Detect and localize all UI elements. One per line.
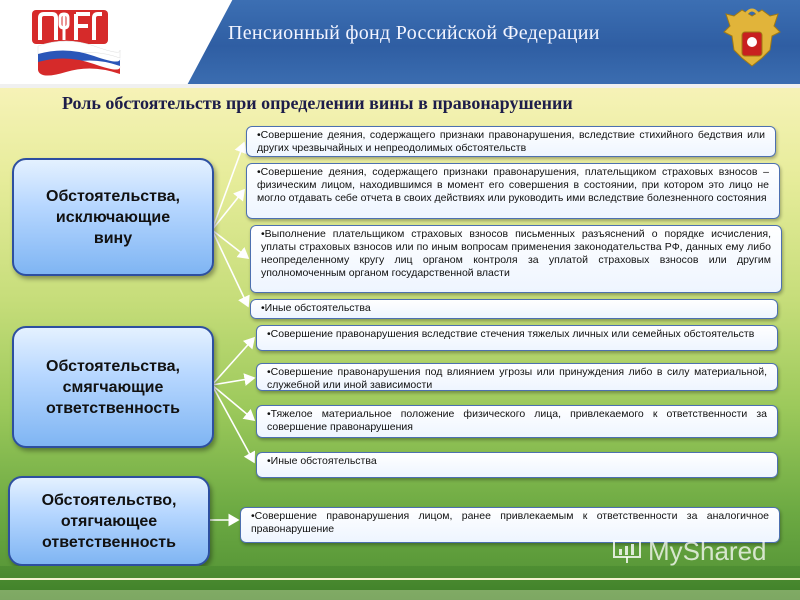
arrow-excl-4 <box>212 230 248 306</box>
list-item: •Иные обстоятельства <box>256 452 778 478</box>
arrow-excl-2 <box>212 190 244 230</box>
footer-line-light <box>0 590 800 600</box>
category-aggravating: Обстоятельство, отягчающее ответственность <box>8 476 210 566</box>
arrow-excl-3 <box>212 230 248 258</box>
org-title: Пенсионный фонд Российской Федерации <box>228 22 600 44</box>
list-item: •Выполнение плательщиком страховых взносов письменных разъяснений о порядке исчисления, уплаты страховых взносов или по иным вопросам применения законодательства РФ, данных ему либо неопределенному кругу лиц органом контроля за уплатой страховых взносов или другим уполномоченным органом государственной власти <box>250 225 782 293</box>
page-title: Роль обстоятельств при определении вины в правонарушении <box>62 93 573 113</box>
arrow-excl-1 <box>212 143 244 230</box>
list-item: •Иные обстоятельства <box>250 299 778 319</box>
footer-line <box>0 578 800 580</box>
list-item: •Тяжелое материальное положение физического лица, привлекаемого к ответственности за совершение правонарушения <box>256 405 778 438</box>
category-excluding-guilt: Обстоятельства, исключающие вину <box>12 158 214 276</box>
watermark <box>612 536 767 567</box>
arrow-mit-3 <box>212 385 254 420</box>
list-item: •Совершение правонарушения лицом, ранее привлекаемым к ответственности за аналогичное правонарушение <box>240 507 780 543</box>
arrow-mit-4 <box>212 385 254 462</box>
category-mitigating: Обстоятельства, смягчающие ответственность <box>12 326 214 448</box>
presentation-icon <box>612 539 642 565</box>
watermark-text: MyShared <box>648 536 767 566</box>
list-item: •Совершение деяния, содержащего признаки правонарушения, плательщиком страховых взносов – физическим лицом, находившимся в момент его совершения в состоянии, при котором это лицо не могло отдавать себе отчета в своих действиях или руководить ими вследствие болезненного состояния <box>246 163 780 219</box>
list-item: •Совершение правонарушения под влиянием угрозы или принуждения либо в силу материальной, служебной или иной зависимости <box>256 363 778 391</box>
arrow-mit-1 <box>212 338 254 385</box>
list-item: •Совершение правонарушения вследствие стечения тяжелых личных или семейных обстоятельств <box>256 325 778 351</box>
list-item: •Совершение деяния, содержащего признаки правонарушения, вследствие стихийного бедствия или других чрезвычайных и непреодолимых обстоятельств <box>246 126 776 157</box>
